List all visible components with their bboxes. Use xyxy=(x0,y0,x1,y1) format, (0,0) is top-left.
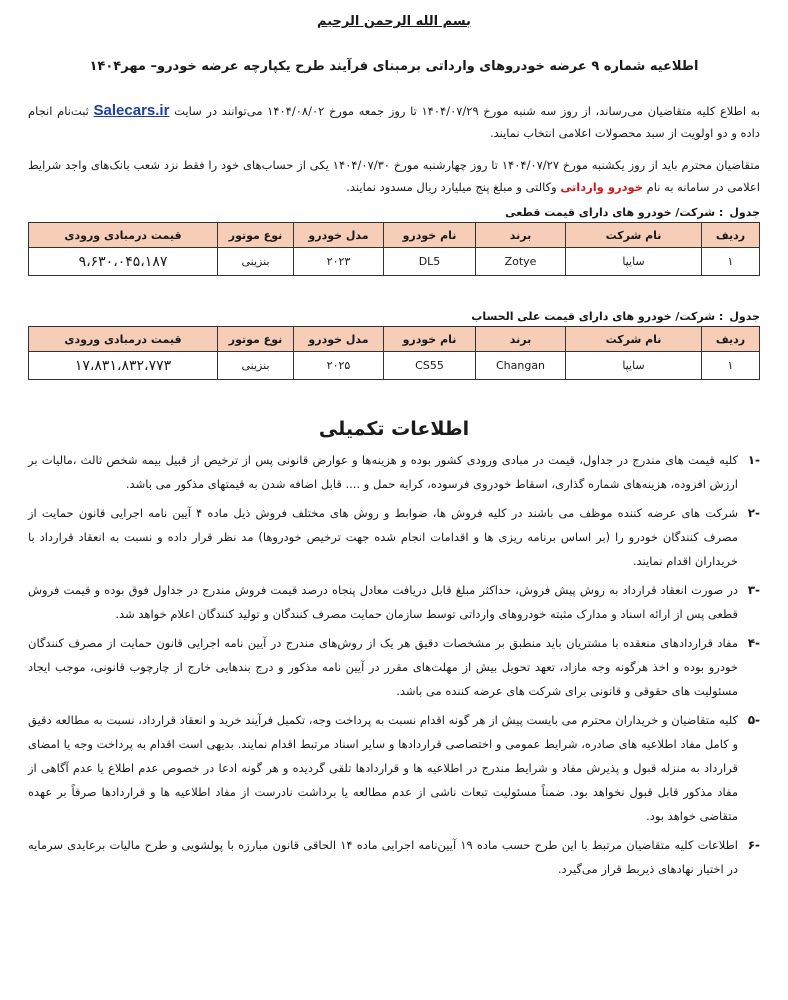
intro-text-before-link: به اطلاع کلیه متقاضیان می‌رساند، از روز سه شنبه مورخ ۱۴۰۴/۰۷/۲۹ تا روز جمعه مورخ ۱۴۰۴/۰۸/۰۲ می‌توانند در سایت xyxy=(174,104,761,118)
item-text: کلیه متقاضیان و خریداران محترم می بایست پیش از هر گونه اقدام نسبت به پرداخت وجه، تکمیل فرآیند خرید و انعقاد قرارداد، نسبت به مطالعه دقیق و کامل مفاد اطلاعیه های صادره، شرایط عمومی و اختصاصی قراردادها و سایر اسناد مرتبط اقدام نمایند. بدیهی است اقدام به پرداخت وجه یا امضای قرارداد به منزله قبول و پذیرش مفاد و شرایط مندرج در اطلاعیه ها و قراردادها تلقی گردیده و هر گونه ادعا در خصوص عدم اطلاع یا عدم آگاهی از مفاد مذکور قابل قبول نخواهد بود. ضمناً مسئولیت تبعات ناشی از عدم مطالعه یا برداشت نادرست از مفاد اطلاعیه ها و قراردادها صرفاً بر عهده متقاضی خواهد بود. xyxy=(28,713,738,823)
imported-car-highlight: خودرو وارداتی xyxy=(560,180,644,194)
table1-caption xyxy=(28,206,760,222)
item-number: -۱ xyxy=(747,453,760,467)
table2-caption xyxy=(28,310,760,326)
intro-paragraph-registration xyxy=(28,100,760,144)
item-number: -۴ xyxy=(747,636,760,650)
list-item xyxy=(28,578,760,626)
header-brand: برند xyxy=(476,327,566,352)
item-number: -۳ xyxy=(747,583,760,597)
table2-caption-label: جدول xyxy=(729,310,760,323)
header-car-model: مدل خودرو xyxy=(294,223,384,248)
supplementary-info-title: اطلاعات تکمیلی xyxy=(318,418,470,440)
supplementary-items-list xyxy=(28,448,760,881)
basmala-heading: بسم الله الرحمن الرحیم xyxy=(317,14,471,29)
cell-engine-type: بنزینی xyxy=(218,248,294,276)
list-item xyxy=(28,631,760,703)
cell-engine-type: بنزینی xyxy=(218,352,294,380)
table2-caption-text: : شرکت/ خودرو های دارای قیمت علی الحساب xyxy=(471,310,724,323)
item-text: کلیه قیمت های مندرج در جداول، قیمت در مبادی ورودی کشور بوده و هزینه‌ها و عوارض قانونی پس از ترخیص از قبیل بیمه شخص ثالث ،مالیات بر ارزش افزوده، هزینه‌های شماره گذاری، اسقاط خودروی فرسوده، کرایه حمل و .... قابل اضافه شدن به قیمتهای مذکور می باشد. xyxy=(28,453,738,491)
header-car-name: نام خودرو xyxy=(384,327,476,352)
list-item xyxy=(28,833,760,881)
header-row-number: ردیف xyxy=(702,327,760,352)
item-number: -۶ xyxy=(747,838,760,852)
header-entry-price: قیمت درمبادی ورودی xyxy=(29,223,218,248)
header-car-model: مدل خودرو xyxy=(294,327,384,352)
table-header-row xyxy=(29,223,760,248)
item-text: شرکت های عرضه کننده موظف می باشند در کلیه فروش ها، ضوابط و روش های مختلف فروش ذیل ماده ۴ آیین نامه اجرایی قانون حمایت از مصرف کنندگان خودرو را (بر اساس برنامه ریزی ها و اقدامات انجام شده جهت ترخیص خودروها) مد نظر قرار داده و نسبت به انعقاد قرارداد با خریداران اقدام نمایند. xyxy=(28,506,738,568)
cell-entry-price: ۱۷،۸۳۱،۸۳۲،۷۷۳ xyxy=(29,352,218,380)
header-row-number: ردیف xyxy=(702,223,760,248)
header-entry-price: قیمت درمبادی ورودی xyxy=(29,327,218,352)
item-text: در صورت انعقاد قرارداد به روش پیش فروش، حداکثر مبلغ قابل دریافت معادل پنجاه درصد قیمت فروش مندرج در جداول فوق بوده و قیمت فروش قطعی پس از ارائه اسناد و مدارک مثبته خودروهای وارداتی توسط سازمان حمایت مصرف کنندگان و تولید کنندگان اعلام خواهد شد. xyxy=(28,583,738,621)
table-header-row xyxy=(29,327,760,352)
header-engine-type: نوع موتور xyxy=(218,223,294,248)
cell-row-number: ۱ xyxy=(702,352,760,380)
fixed-price-table xyxy=(28,222,760,276)
cell-car-model: ۲۰۲۳ xyxy=(294,248,384,276)
header-company: نام شرکت xyxy=(566,327,702,352)
list-item xyxy=(28,708,760,828)
list-item xyxy=(28,448,760,496)
deposit-text-after: وکالتی و مبلغ پنج میلیارد ریال مسدود نمایند. xyxy=(346,180,557,194)
item-text: مفاد قراردادهای منعقده با مشتریان باید منطبق بر مشخصات دقیق هر یک از روش‌های مندرج در آیین نامه اجرایی قانون حمایت از مصرف کنندگان خودرو بوده و اخذ هرگونه وجه مازاد، تعهد تحویل بیش از مهلت‌های مقرر در آیین نامه مذکور و درج بندهایی خارج از چارچوب قانونی، موجب ایجاد مسئولیت های حقوقی و قانونی برای شرکت های عرضه کننده می باشد. xyxy=(28,636,738,698)
table-row xyxy=(29,352,760,380)
cell-row-number: ۱ xyxy=(702,248,760,276)
list-item xyxy=(28,501,760,573)
header-company: نام شرکت xyxy=(566,223,702,248)
table1-caption-label: جدول xyxy=(729,206,760,219)
header-car-name: نام خودرو xyxy=(384,223,476,248)
cell-company: سایپا xyxy=(566,352,702,380)
announcement-title: اطلاعیه شماره ۹ عرضه خودروهای وارداتی برمبنای فرآیند طرح یکپارچه عرضه خودرو– مهر۱۴۰۴ xyxy=(89,59,699,74)
header-engine-type: نوع موتور xyxy=(218,327,294,352)
deposit-text-before: متقاضیان محترم باید از روز یکشنبه مورخ ۱۴۰۴/۰۷/۲۷ تا روز چهارشنبه مورخ ۱۴۰۴/۰۷/۳۰ یکی از حساب‌های خود را فقط نزد شعب بانک‌های واجد شرایط اعلامی در سامانه به نام xyxy=(28,158,760,194)
table-row xyxy=(29,248,760,276)
cell-company: سایپا xyxy=(566,248,702,276)
salecars-link[interactable]: Salecars.ir xyxy=(93,102,170,119)
cell-brand: Changan xyxy=(476,352,566,380)
intro-paragraph-deposit xyxy=(28,154,760,198)
item-text: اطلاعات کلیه متقاضیان مرتبط با این طرح حسب ماده ۱۹ آیین‌نامه اجرایی ماده ۱۴ الحاقی قانون مبارزه با پولشویی و طرح مالیات برعایدی سرمایه در اختیار نهادهای ذیربط قرار می‌گیرد. xyxy=(28,838,738,876)
cell-car-name: CS55 xyxy=(384,352,476,380)
item-number: -۵ xyxy=(747,713,760,727)
table1-caption-text: : شرکت/ خودرو های دارای قیمت قطعی xyxy=(505,206,724,219)
cell-brand: Zotye xyxy=(476,248,566,276)
cell-entry-price: ۹،۶۳۰،۰۴۵،۱۸۷ xyxy=(29,248,218,276)
provisional-price-table xyxy=(28,326,760,380)
cell-car-name: DL5 xyxy=(384,248,476,276)
cell-car-model: ۲۰۲۵ xyxy=(294,352,384,380)
intro-text-after-link: ثبت‌نام انجام داده و دو اولویت از سبد محصولات اعلامی انتخاب نمایند. xyxy=(28,104,760,140)
header-brand: برند xyxy=(476,223,566,248)
item-number: -۲ xyxy=(747,506,760,520)
